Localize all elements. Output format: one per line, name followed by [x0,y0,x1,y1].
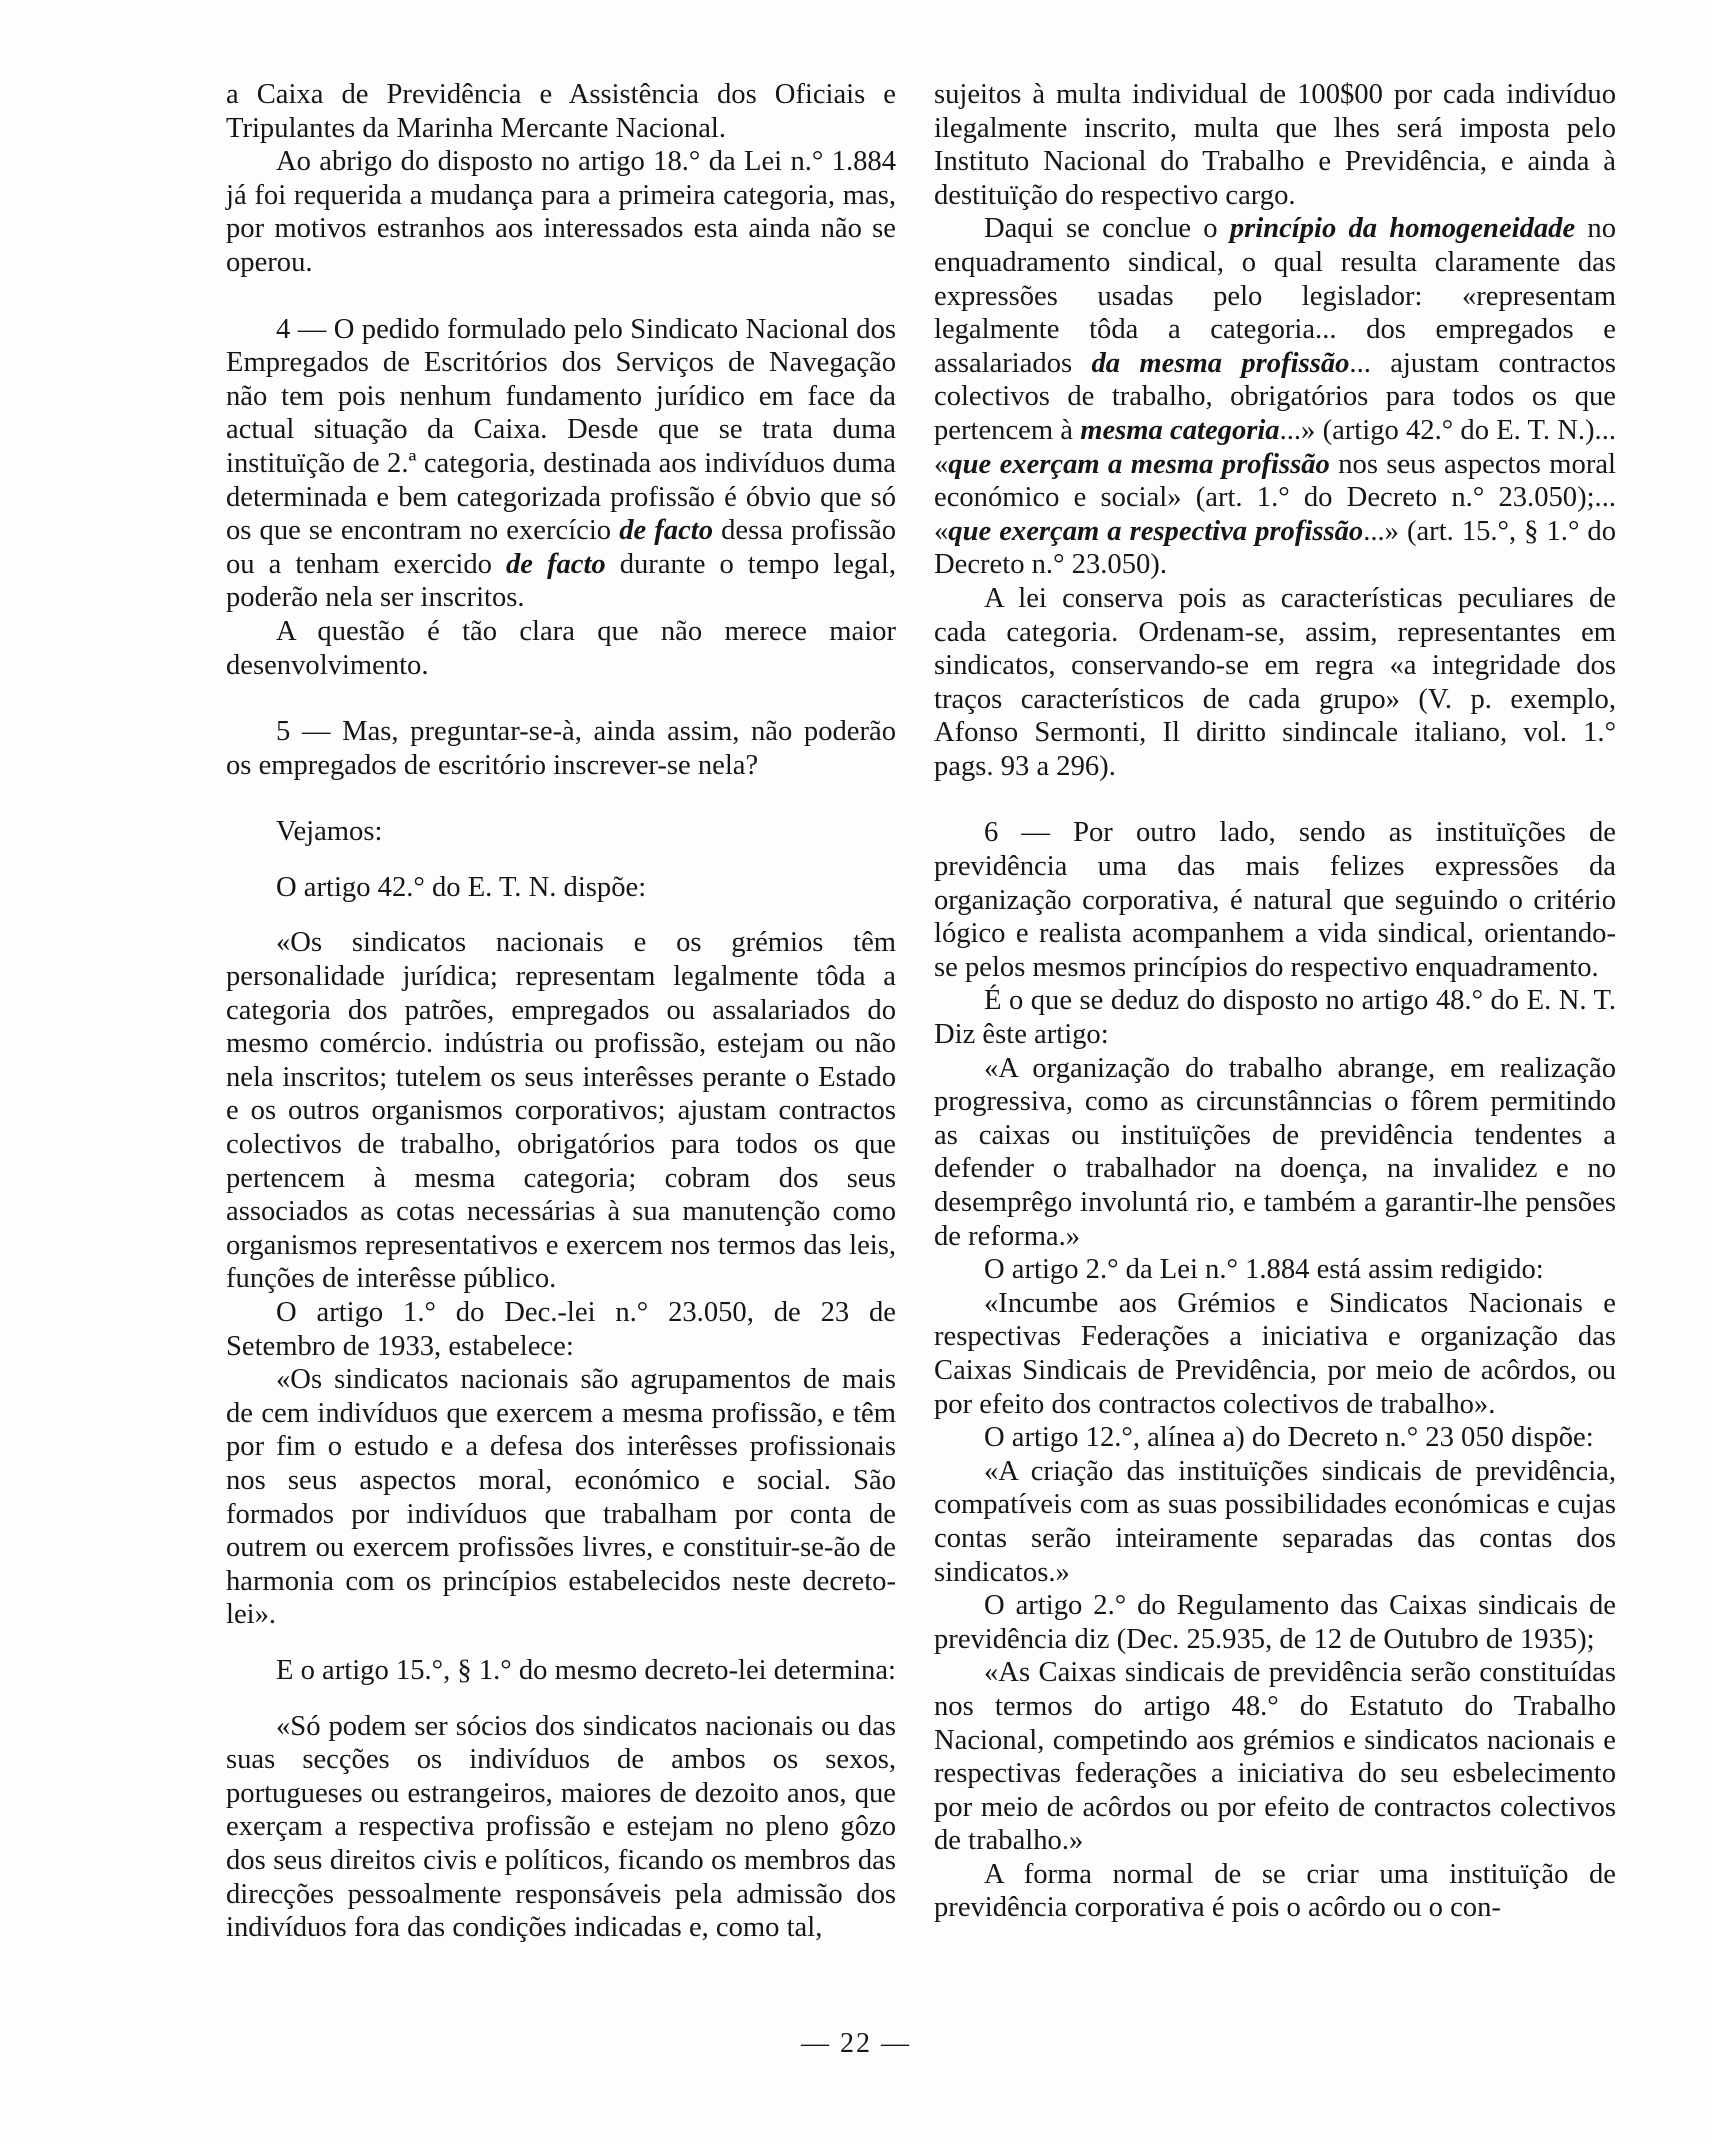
paragraph: A forma normal de se criar uma instituïção de previdência corporativa é pois o acôrdo ou o con- [934,1858,1616,1924]
paragraph: A lei conserva pois as características peculiares de cada categoria. Ordenam-se, assim, representantes em sindicatos, conservando-se em regra «a integridade dos traços característicos de cada grupo» (V. p. exemplo, Afonso Sermonti, Il diritto sindincale italiano, vol. 1.° pags. 93 a 296). [934,582,1616,782]
emphasis: da mesma profissão [1091,347,1350,379]
section-4-paragraph: 4 — O pedido formulado pelo Sindicato Nacional dos Empregados de Escritórios dos Serviços de Navegação não tem pois nenhum fundamento jurídico em face da actual situação da Caixa. Desde que se trata duma instituïção de 2.ª categoria, destinada aos indivíduos duma determinada e bem categorizada profissão é óbvio que só os que se encontram no exercício de facto dessa profissão ou a tenham exercido de facto durante o tempo legal, poderão nela ser inscritos. [226,313,896,614]
paragraph: É o que se deduz do disposto no artigo 48.° do E. N. T. Diz êste artigo: [934,985,1616,1051]
emphasis: de facto [505,548,606,580]
paragraph: O artigo 2.° da Lei n.° 1.884 está assim redigido: [984,1254,1544,1286]
paragraph: O artigo 2.° do Regulamento das Caixas sindicais de previdência diz (Dec. 25.935, de 12 de Outubro de 1935); [934,1590,1616,1655]
paragraph: sujeitos à multa individual de 100$00 por cada indivíduo ilegalmente inscrito, multa que lhes será imposta pelo Instituto Nacional do Trabalho e Previdência, e ainda à destituïção do respectivo cargo. [934,79,1616,211]
paragraph: Ao abrigo do disposto no artigo 18.° da Lei n.° 1.884 já foi requerida a mudança para a primeira categoria, mas, por motivos estranhos aos interessados esta ainda não se operou. [226,146,896,278]
section-6-paragraph: 6 — Por outro lado, sendo as instituïções de previdência uma das mais felizes expressões da organização corporativa, é natural que seguindo o critério lógico e realista acompanhem a vida sindical, orientando-se pelos mesmos princípios do respectivo enquadramento. [934,817,1616,983]
emphasis: que exerçam a mesma profissão [948,448,1330,480]
paragraph: a Caixa de Previdência e Assistência dos Oficiais e Tripulantes da Marinha Mercante Nacional. [226,79,896,144]
paragraph: E o artigo 15.°, § 1.° do mesmo decreto-lei determina: [276,1654,896,1686]
homogeneity-paragraph: Daqui se conclue o princípio da homogeneidade no enquadramento sindical, o qual resulta claramente das expressões usadas pelo legislador: «representam legalmente tôda a categoria... dos empregados e assalariados da mesma profissão... ajustam contractos colectivos de trabalho, obrigatórios para todos os que pertencem à mesma categoria...» (artigo 42.° do E. T. N.)... «que exerçam a mesma profissão nos seus aspectos moral económico e social» (art. 1.° do Decreto n.° 23.050);... «que exerçam a respectiva profissão...» (art. 15.°, § 1.° do Decreto n.° 23.050). [934,213,1616,581]
section-5-paragraph: 5 — Mas, preguntar-se-à, ainda assim, não poderão os empregados de escritório inscrever-se nela? [226,716,896,781]
page-number: — 22 — [801,2028,911,2059]
emphasis: mesma categoria [1080,414,1280,446]
quotation: «As Caixas sindicais de previdência serão constituídas nos termos do artigo 48.° do Estatuto do Trabalho Nacional, competindo aos grémios e sindicatos nacionais e respectivas federações a iniciativa do seu esbelecimento por meio de acôrdos ou por efeito de contractos colectivos de trabalho.» [934,1657,1616,1857]
emphasis: que exerçam a respectiva profissão [948,515,1364,547]
quotation: «A organização do trabalho abrange, em realização progressiva, como as circunstânncias o fôrem permitindo as caixas ou instituïções de previdência tendentes a defender o trabalhador na doença, na invalidez e no desemprêgo involuntá rio, e também a garantir-lhe pensões de reforma.» [934,1052,1616,1252]
emphasis: princípio da homogeneidade [1229,213,1576,245]
quotation: «Os sindicatos nacionais são agrupamentos de mais de cem indivíduos que exercem a mesma profissão, e têm por fim o estudo e a defesa dos interêsses profissionais nos seus aspectos moral, económico e social. São formados por indivíduos que trabalham por conta de outrem ou exercem profissões livres, e constituir-se-ão de harmonia com os princípios estabelecidos neste decreto-lei». [226,1364,896,1631]
quotation: «Só podem ser sócios dos sindicatos nacionais ou das suas secções os indivíduos de ambos os sexos, portugueses ou estrangeiros, maiores de dezoito anos, que exerçam a respectiva profissão e estejam no pleno gôzo dos seus direitos civis e políticos, ficando os membros das direcções pessoalmente responsáveis pela admissão dos indivíduos fora das condições indicadas e, como tal, [226,1710,896,1944]
emphasis: de facto [619,515,714,547]
paragraph: Vejamos: [276,816,383,848]
quotation: «Os sindicatos nacionais e os grémios têm personalidade jurídica; representam legalmente tôda a categoria dos patrões, empregados ou assalariados do mesmo comércio. indústria ou profissão, estejam ou não nela inscritos; tutelem os seus interêsses perante o Estado e os outros organismos corporativos; ajustam contractos colectivos de trabalho, obrigatórios para todos os que pertencem à mesma categoria; cobram dos seus associados as cotas necessárias à sua manutenção como organismos representativos e exercem nos termos das leis, funções de interêsse público. [226,927,896,1295]
paragraph: A questão é tão clara que não merece maior desenvolvimento. [226,615,896,681]
left-column [226,78,896,1945]
quotation: «Incumbe aos Grémios e Sindicatos Nacionais e respectivas Federações a iniciativa e organização das Caixas Sindicais de Previdência, por meio de acôrdos, ou por efeito dos contractos colectivos de trabalho». [934,1287,1616,1420]
quotation: «A criação das instituïções sindicais de previdência, compatíveis com as suas possibilidades económicas e cujas contas serão inteiramente separadas das contas dos sindicatos.» [934,1455,1616,1588]
right-column [934,78,1616,1925]
paragraph: O artigo 42.° do E. T. N. dispõe: [276,871,647,903]
paragraph: O artigo 12.°, alínea a) do Decreto n.° 23 050 dispõe: [984,1422,1594,1454]
paragraph: O artigo 1.° do Dec.-lei n.° 23.050, de 23 de Setembro de 1933, estabelece: [226,1297,896,1362]
